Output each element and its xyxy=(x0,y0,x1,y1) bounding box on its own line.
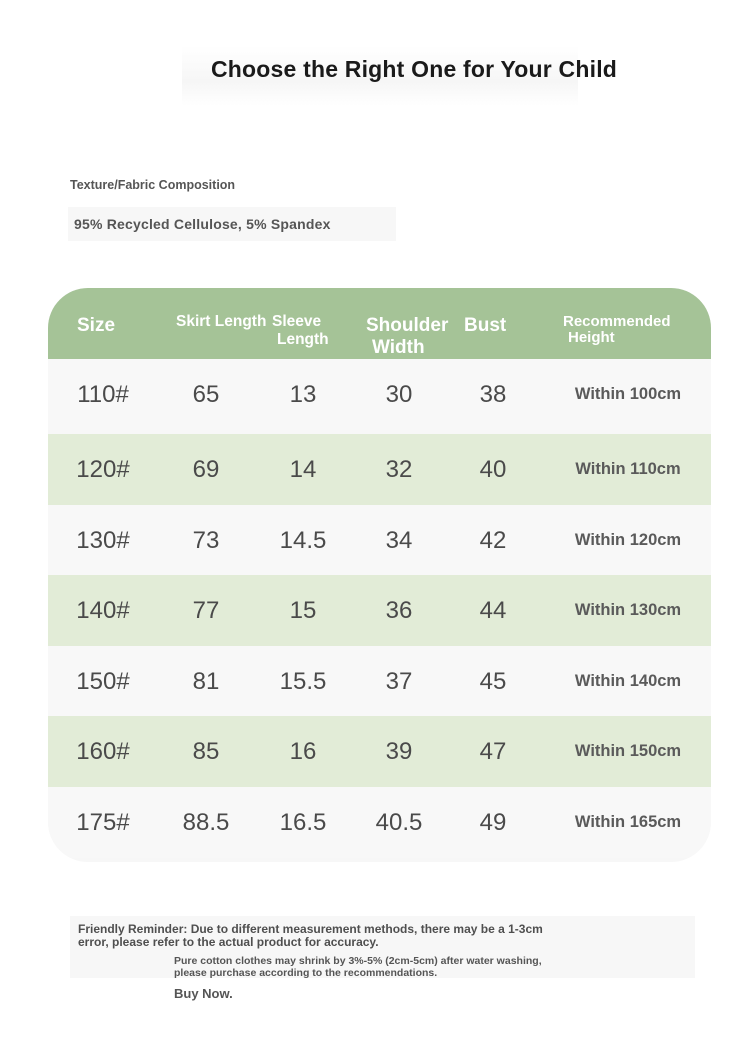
header-skirt-length: Skirt Length xyxy=(176,313,267,330)
cell-recommended-height: Within 130cm xyxy=(574,601,682,619)
table-row xyxy=(48,505,711,576)
cell-sleeve-length: 14.5 xyxy=(279,527,327,554)
cell-skirt-length: 81 xyxy=(192,668,220,695)
cell-bust: 49 xyxy=(479,809,507,836)
table-row xyxy=(48,716,711,787)
cell-sleeve-length: 16 xyxy=(289,738,317,765)
header-recommended-height-line2: Height xyxy=(568,329,615,346)
cell-bust: 47 xyxy=(479,738,507,765)
header-size: Size xyxy=(77,315,116,336)
cell-shoulder-width: 32 xyxy=(385,456,413,483)
table-row xyxy=(48,787,711,858)
header-sleeve-length-line1: Sleeve xyxy=(272,313,322,330)
table-row xyxy=(48,646,711,717)
size-table xyxy=(48,288,711,862)
cell-skirt-length: 73 xyxy=(192,527,220,554)
cell-size: 150# xyxy=(76,668,130,695)
cell-shoulder-width: 37 xyxy=(385,668,413,695)
table-row xyxy=(48,434,711,505)
cell-sleeve-length: 15 xyxy=(289,597,317,624)
header-bust: Bust xyxy=(464,315,507,336)
cell-bust: 44 xyxy=(479,597,507,624)
cell-skirt-length: 85 xyxy=(192,738,220,765)
shrink-warning-text: Pure cotton clothes may shrink by 3%-5% (2cm-5cm) after water washing, please purchase according to the recommendations. xyxy=(174,955,542,979)
cell-sleeve-length: 16.5 xyxy=(279,809,327,836)
header-recommended-height-line1: Recommended xyxy=(563,313,671,330)
page-title: Choose the Right One for Your Child xyxy=(210,56,618,82)
cell-size: 175# xyxy=(76,809,130,836)
cell-shoulder-width: 36 xyxy=(385,597,413,624)
cell-bust: 38 xyxy=(479,381,507,408)
cell-recommended-height: Within 100cm xyxy=(574,385,682,403)
size-table-header xyxy=(48,288,711,359)
cell-shoulder-width: 40.5 xyxy=(375,809,423,836)
cell-bust: 40 xyxy=(479,456,507,483)
header-shoulder-width-line2: Width xyxy=(372,337,425,358)
friendly-reminder-text: Friendly Reminder: Due to different measurement methods, there may be a 1-3cm error, please refer to the actual product for accuracy. xyxy=(78,922,543,949)
cell-skirt-length: 69 xyxy=(192,456,220,483)
cell-sleeve-length: 13 xyxy=(289,381,317,408)
cell-bust: 42 xyxy=(479,527,507,554)
fabric-label: Texture/Fabric Composition xyxy=(70,178,236,192)
table-row xyxy=(48,575,711,646)
cell-size: 130# xyxy=(76,527,130,554)
cell-shoulder-width: 30 xyxy=(385,381,413,408)
cell-bust: 45 xyxy=(479,668,507,695)
fabric-value: 95% Recycled Cellulose, 5% Spandex xyxy=(74,216,331,232)
cell-recommended-height: Within 165cm xyxy=(574,813,682,831)
buy-now-text: Buy Now. xyxy=(174,986,233,1001)
cell-shoulder-width: 39 xyxy=(385,738,413,765)
cell-recommended-height: Within 150cm xyxy=(574,742,682,760)
cell-skirt-length: 88.5 xyxy=(182,809,230,836)
cell-skirt-length: 77 xyxy=(192,597,220,624)
cell-recommended-height: Within 120cm xyxy=(574,531,682,549)
cell-recommended-height: Within 140cm xyxy=(574,672,682,690)
cell-recommended-height: Within 110cm xyxy=(575,460,681,478)
header-sleeve-length-line2: Length xyxy=(277,331,329,348)
cell-sleeve-length: 14 xyxy=(289,456,317,483)
cell-size: 110# xyxy=(77,381,129,408)
cell-size: 120# xyxy=(76,456,130,483)
cell-size: 160# xyxy=(76,738,130,765)
cell-skirt-length: 65 xyxy=(192,381,220,408)
cell-sleeve-length: 15.5 xyxy=(279,668,327,695)
cell-shoulder-width: 34 xyxy=(385,527,413,554)
header-shoulder-width-line1: Shoulder xyxy=(366,315,449,336)
table-row xyxy=(48,359,711,430)
cell-size: 140# xyxy=(76,597,130,624)
